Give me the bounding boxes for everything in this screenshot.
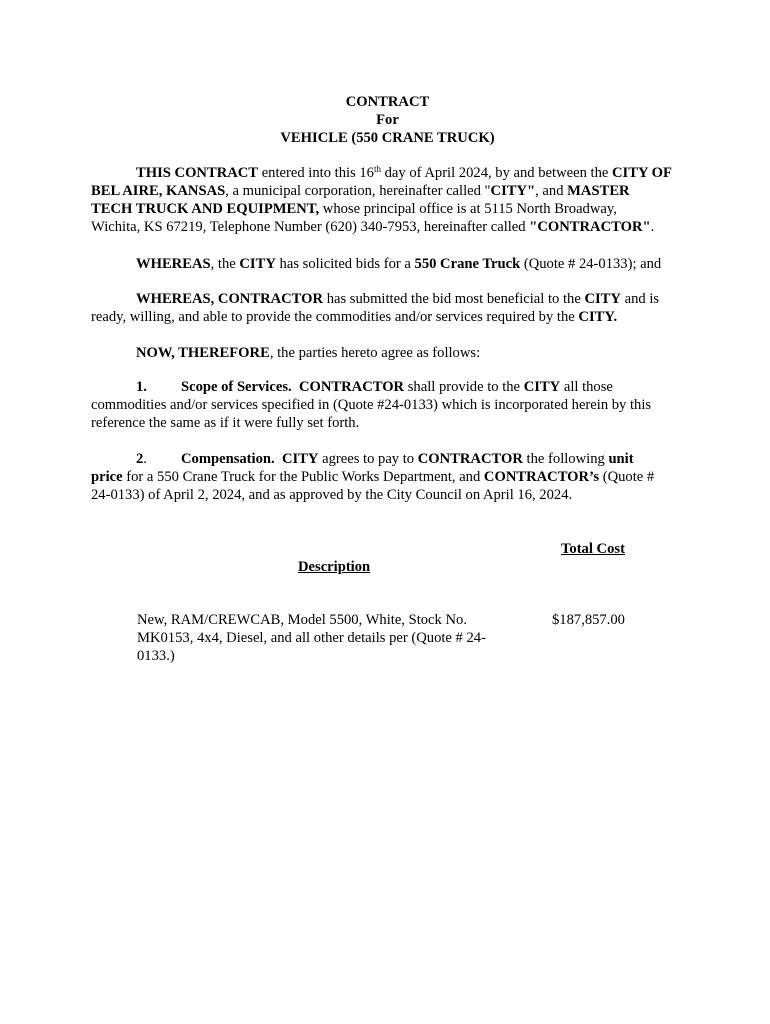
total-cost-header: Total Cost [561, 541, 625, 557]
section1-text-3: commodities and/or services specified in (Quote #24-0133) which is incorporated herein by this [91, 397, 652, 413]
description-line-2: MK0153, 4x4, Diesel, and all other details per (Quote # 24- [137, 630, 486, 646]
whereas2-bold-city: CITY [584, 291, 621, 307]
whereas1-bold: WHEREAS [136, 256, 211, 272]
section2-number: 2 [136, 451, 144, 467]
section-2-compensation [91, 450, 689, 504]
section2-heading: Compensation. [181, 451, 275, 467]
intro-bold-bel-aire: BEL AIRE, KANSAS [91, 183, 226, 199]
whereas1-bold-city: CITY [239, 256, 276, 272]
section2-text-2: the following [522, 451, 609, 467]
intro-text-3: , a municipal corporation, hereinafter called " [225, 183, 491, 199]
title-line-1: CONTRACT [345, 94, 430, 110]
now-therefore-text: , the parties hereto agree as follows: [269, 345, 481, 361]
intro-text-4: , and [535, 183, 568, 199]
whereas2-bold: WHEREAS, CONTRACTOR [136, 291, 324, 307]
title-line-3: VEHICLE (550 CRANE TRUCK) [280, 130, 495, 146]
intro-bold-contractor: "CONTRACTOR" [529, 219, 651, 235]
section1-number: 1. [136, 379, 147, 395]
section2-text-3: for a 550 Crane Truck for the Public Works Department, and [122, 469, 484, 485]
section2-bold-unit: unit [608, 451, 634, 467]
section2-text-4: (Quote # [599, 469, 655, 485]
section2-bold-price: price [91, 469, 123, 485]
whereas2-text-1: has submitted the bid most beneficial to the [323, 291, 585, 307]
whereas1-bold-truck: 550 Crane Truck [414, 256, 521, 272]
section1-text-1: shall provide to the [404, 379, 524, 395]
whereas-paragraph-1 [91, 255, 689, 273]
intro-superscript: th [373, 164, 381, 174]
section2-text-1: agrees to pay to [318, 451, 418, 467]
description-header: Description [298, 559, 371, 575]
section2-text-5: 24-0133) of April 2, 2024, and as approved by the City Council on April 16, 2024. [91, 487, 573, 503]
description-line-1: New, RAM/CREWCAB, Model 5500, White, Stock No. [137, 612, 467, 628]
whereas2-text-2: and is [620, 291, 660, 307]
section2-dot: . [143, 451, 147, 467]
intro-text-1: entered into this 16 [258, 165, 374, 181]
now-therefore-bold: NOW, THEREFORE [136, 345, 270, 361]
intro-text-2: day of April 2024, by and between the [380, 165, 612, 181]
section1-text-4: reference the same as if it were fully set forth. [91, 415, 360, 431]
intro-text-6: Wichita, KS 67219, Telephone Number (620) 340-7953, hereinafter called [91, 219, 530, 235]
whereas2-bold-city-2: CITY. [578, 309, 618, 325]
section-1-scope [91, 378, 689, 432]
section1-heading: Scope of Services. [181, 379, 292, 395]
intro-bold-tech: TECH TRUCK AND EQUIPMENT, [91, 201, 320, 217]
section2-bold-contractors: CONTRACTOR’s [483, 469, 600, 485]
intro-bold-city-of: CITY OF [612, 165, 672, 181]
now-therefore-paragraph [91, 344, 689, 362]
section2-number-wrap [136, 450, 181, 468]
section1-text-2: all those [560, 379, 613, 395]
section1-bold-city: CITY [523, 379, 561, 395]
section2-bold-city: CITY [281, 451, 319, 467]
whereas2-text-3: ready, willing, and able to provide the commodities and/or services required by the [91, 309, 579, 325]
whereas1-text-3: (Quote # 24-0133); and [520, 256, 662, 272]
whereas1-text-1: , the [210, 256, 240, 272]
section1-bold-contractor: CONTRACTOR [298, 379, 405, 395]
table-row-description [137, 611, 507, 665]
intro-bold-master: MASTER [567, 183, 630, 199]
intro-paragraph [91, 164, 689, 236]
title-line-2: For [376, 112, 399, 128]
intro-bold-this-contract: THIS CONTRACT [136, 165, 259, 181]
table-row-cost: $187,857.00 [552, 612, 625, 628]
whereas1-text-2: has solicited bids for a [275, 256, 415, 272]
contract-title [0, 93, 770, 147]
intro-text-7: . [650, 219, 655, 235]
description-line-3: 0133.) [137, 648, 175, 664]
section2-bold-contractor: CONTRACTOR [417, 451, 523, 467]
whereas-paragraph-2 [91, 290, 689, 326]
intro-bold-city: CITY" [490, 183, 536, 199]
intro-text-5: whose principal office is at 5115 North Broadway, [319, 201, 617, 217]
